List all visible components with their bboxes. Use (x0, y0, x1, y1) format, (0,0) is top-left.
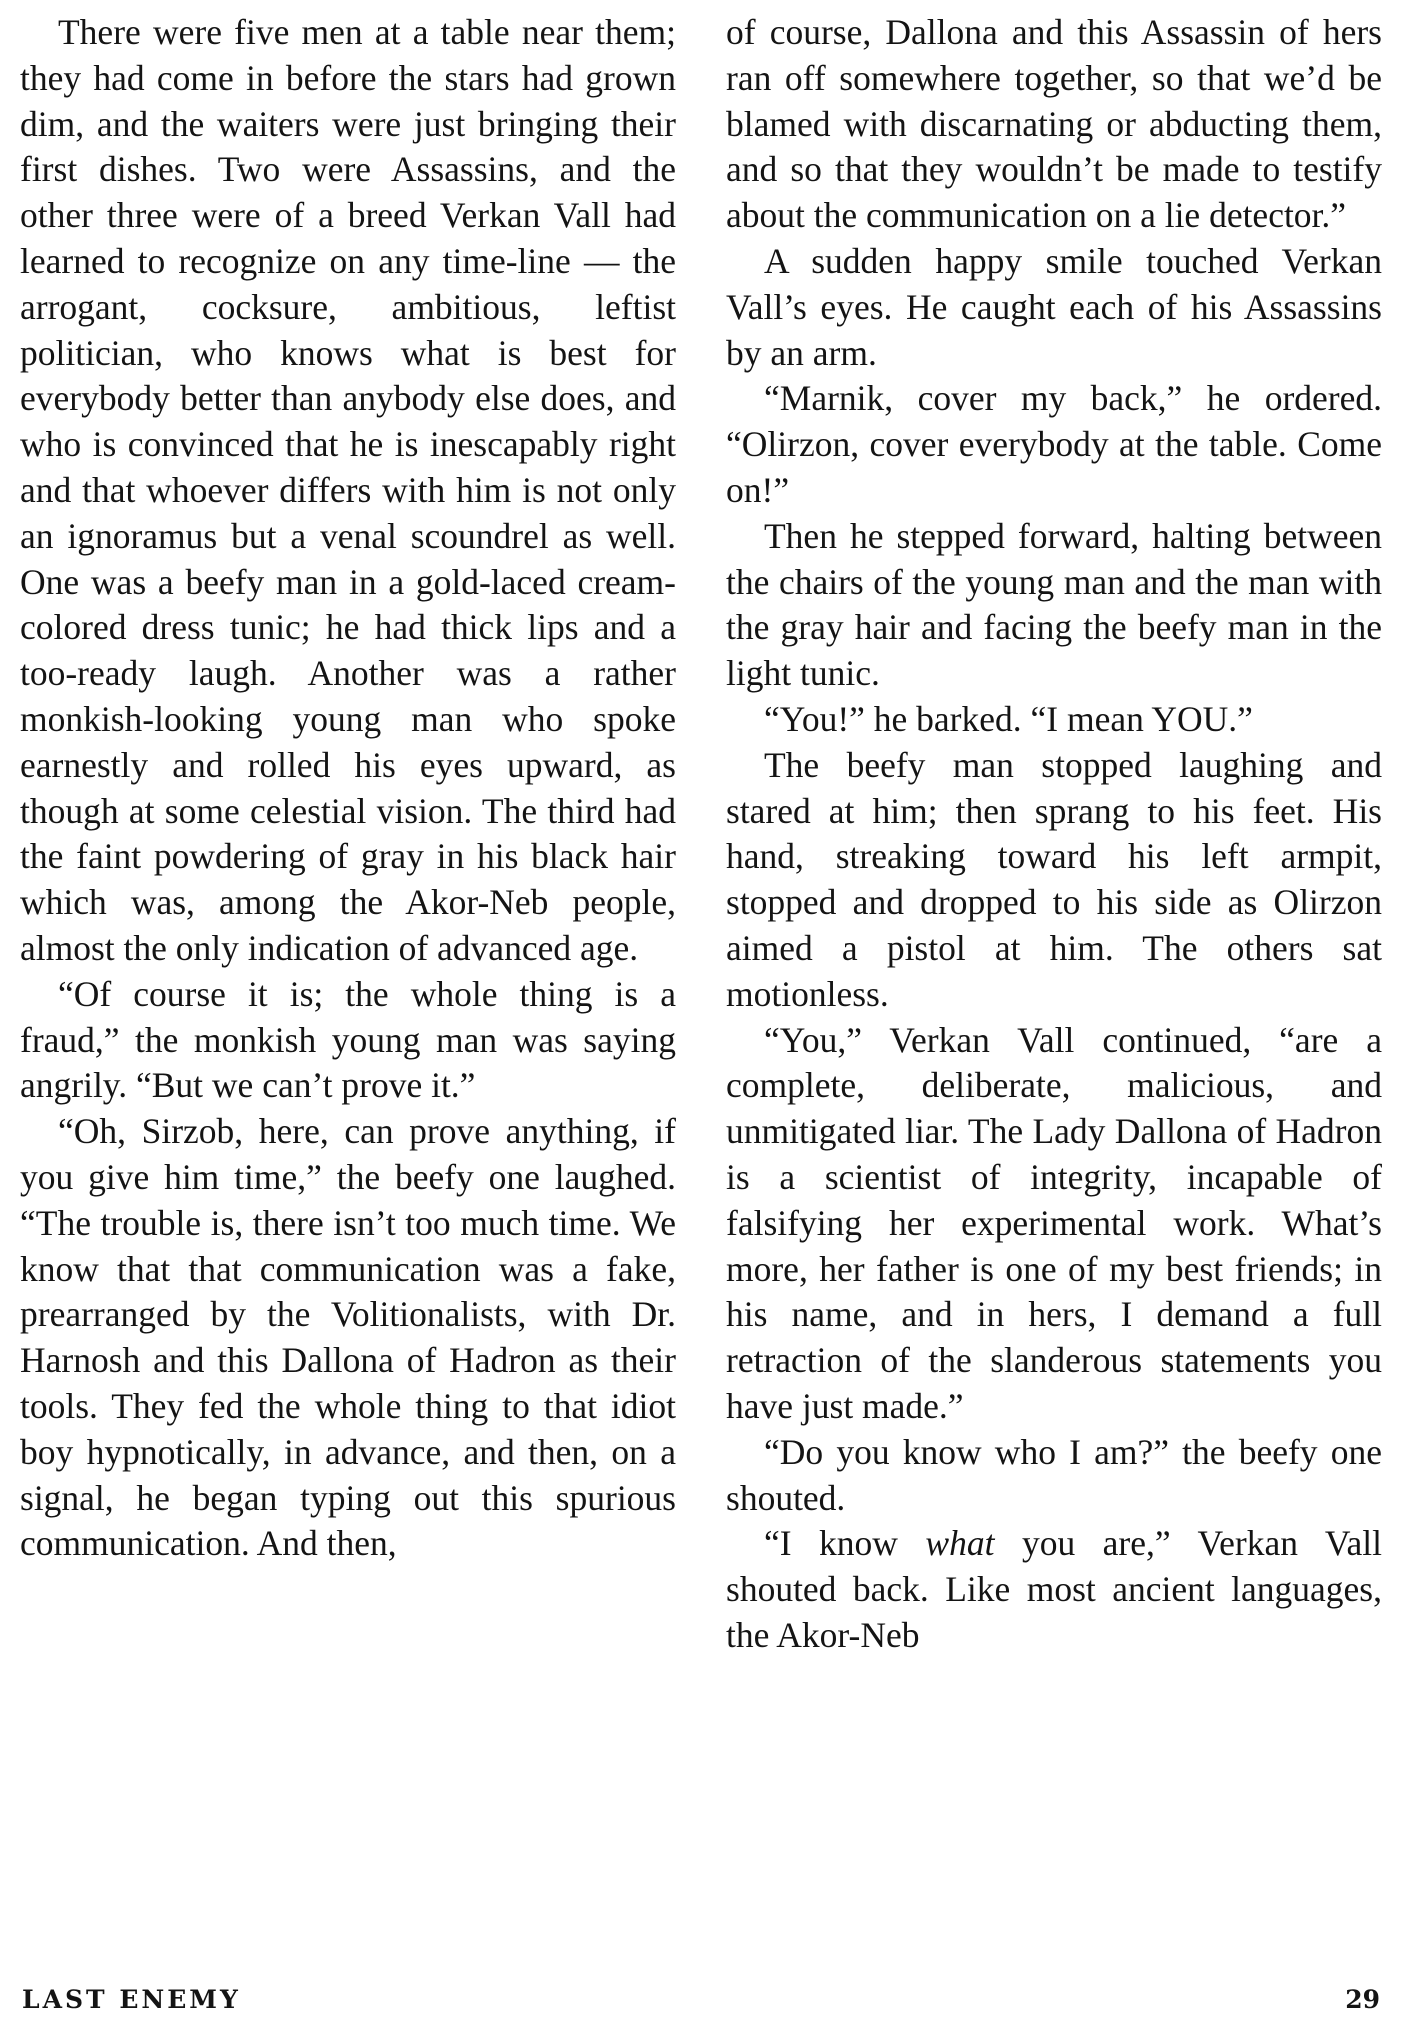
text-run: you are,” Verkan Vall shouted back. Like most ancient languages, the Akor-Neb (726, 1523, 1383, 1655)
paragraph: “Marnik, cover my back,” he ordered. “Olirzon, cover everybody at the table. Come on!” (726, 378, 1382, 510)
paragraph: A sudden happy smile touched Verkan Vall’s eyes. He caught each of his Assassins by an arm. (726, 240, 1382, 373)
page-footer (22, 1985, 1380, 2017)
paragraph: “You!” he barked. “I mean YOU.” (764, 698, 1253, 739)
page-number: 29 (1345, 1985, 1380, 2014)
running-title: LAST ENEMY (22, 1985, 241, 2014)
right-column (726, 10, 1382, 1659)
emphasis-text: what (925, 1523, 995, 1564)
text-run: “I know (764, 1523, 926, 1564)
paragraph: “Oh, Sirzob, here, can prove anything, if you give him time,” the beefy one laughed. “The trouble is, there isn’t too much time. We know that that communication was a fake, prearranged by the Volitionalists, with Dr. Harnosh and this Dallona of Hadron as their tools. They fed the whole thing to that idiot boy hypnotically, in advance, and then, on a signal, he began typing out this spurious communication. And then, (20, 1111, 676, 1564)
paragraph: “You,” Verkan Vall continued, “are a complete, deliberate, malicious, and unmitigated liar. The Lady Dallona of Hadron is a scientist of integrity, incapable of falsifying her experimental work. What’s more, her father is one of my best friends; in his name, and in hers, I demand a full retraction of the slanderous statements you have just made.” (726, 1019, 1382, 1426)
paragraph: “Do you know who I am?” the beefy one shouted. (726, 1431, 1382, 1518)
paragraph: Then he stepped forward, halting between the chairs of the young man and the man with the gray hair and facing the beefy man in the light tunic. (726, 515, 1382, 694)
paragraph (726, 1521, 1382, 1658)
paragraph: “Of course it is; the whole thing is a fraud,” the monkish young man was saying angrily. “But we can’t prove it.” (20, 973, 676, 1106)
paragraph: The beefy man stopped laughing and stared at him; then sprang to his feet. His hand, streaking toward his left armpit, stopped and dropped to his side as Olirzon aimed a pistol at him. The others sat motionless. (726, 744, 1382, 1014)
left-column (20, 10, 676, 1567)
paragraph: There were five men at a table near them; they had come in before the stars had grown dim, and the waiters were just bringing their first dishes. Two were Assassins, and the other three were of a breed Verkan Vall had learned to recognize on any time-line — the arrogant, cocksure, ambitious, leftist politician, who knows what is best for everybody better than anybody else does, and who is convinced that he is inescapably right and that whoever differs with him is not only an ignoramus but a venal scoundrel as well. One was a beefy man in a gold-laced cream-colored dress tunic; he had thick lips and a too-ready laugh. Another was a rather monkish-looking young man who spoke earnestly and rolled his eyes upward, as though at some celestial vision. The third had the faint powdering of gray in his black hair which was, among the Akor-Neb people, almost the only indication of advanced age. (20, 12, 676, 968)
paragraph-continued: of course, Dallona and this Assassin of hers ran off somewhere together, so that we’d be blamed with discarnating or abducting them, and so that they wouldn’t be made to testify about the communication on a lie detector.” (726, 12, 1382, 236)
